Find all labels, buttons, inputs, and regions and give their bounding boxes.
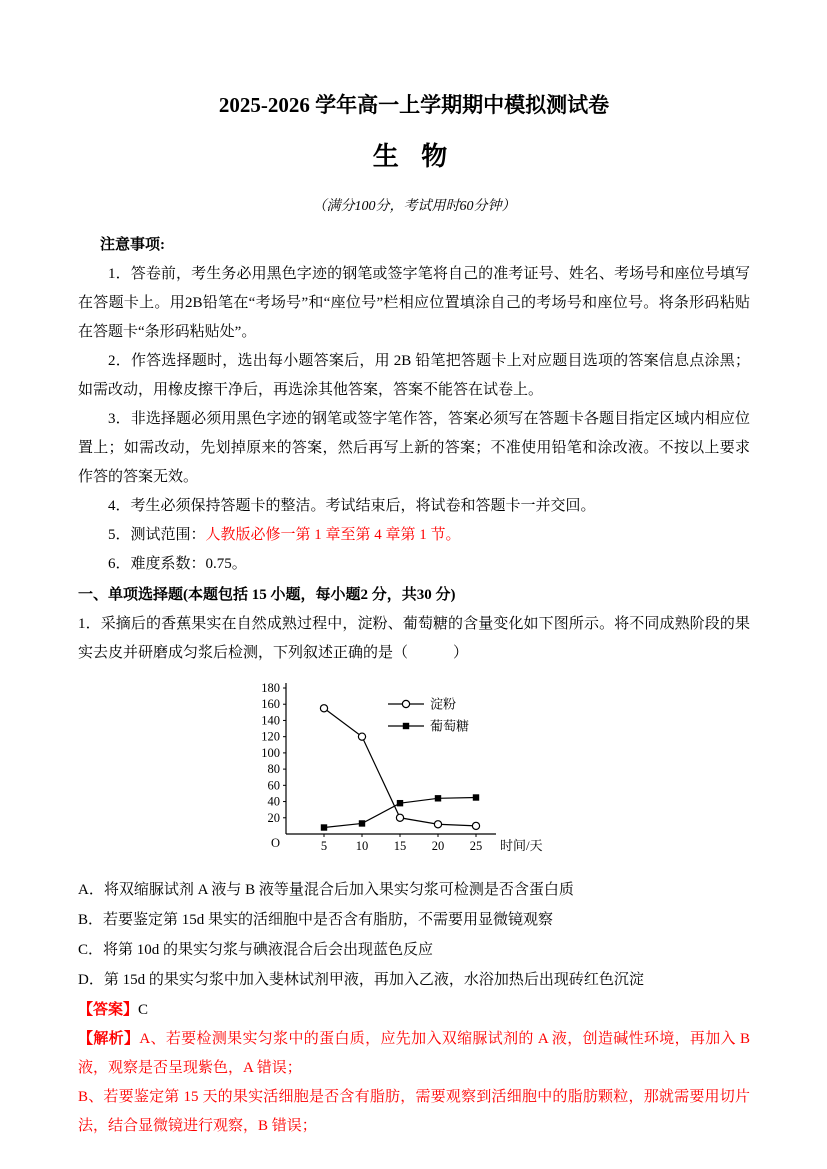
analysis-paragraph-2: B、若要鉴定第 15 天的果实活细胞是否含有脂肪，需要观察到活细胞中的脂肪颗粒，那就需要用切片法，结合显微镜进行观察，B 错误； xyxy=(78,1089,750,1134)
svg-text:20: 20 xyxy=(267,810,280,825)
svg-text:120: 120 xyxy=(260,729,280,744)
svg-text:100: 100 xyxy=(260,745,280,760)
analysis-block xyxy=(78,1025,750,1141)
answer-line xyxy=(78,995,750,1025)
notice-item-5 xyxy=(78,521,750,550)
svg-text:140: 140 xyxy=(260,713,280,728)
answer-value: C xyxy=(138,1002,149,1018)
option-D: D．第 15d 的果实匀浆中加入斐林试剂甲液，再加入乙液，水浴加热后出现砖红色沉淀 xyxy=(78,972,644,988)
svg-text:180: 180 xyxy=(260,681,280,695)
svg-text:25: 25 xyxy=(469,839,482,853)
svg-text:60: 60 xyxy=(267,778,280,793)
notice-item-6: 6．难度系数：0.75。 xyxy=(108,556,247,572)
question-1-stem: 1．采摘后的香蕉果实在自然成熟过程中，淀粉、葡萄糖的含量变化如下图所示。将不同成熟阶段的果实去皮并研磨成匀浆后检测，下列叙述正确的是（ ） xyxy=(78,616,750,661)
svg-text:20: 20 xyxy=(431,839,444,853)
doc-title: 2025-2026 学年高一上学期期中模拟测试卷 xyxy=(218,93,610,117)
notice-list xyxy=(78,260,750,579)
svg-text:15: 15 xyxy=(393,839,406,853)
notice-item-3: 3．非选择题必须用黑色字迹的钢笔或签字笔作答，答案必须写在答题卡各题目指定区域内相应位置上；如需改动，先划掉原来的答案，然后再写上新的答案；不准使用铅笔和涂改液。不按以上要求作答的答案无效。 xyxy=(78,411,750,485)
section-heading: 一、单项选择题(本题包括 15 小题，每小题2 分，共30 分) xyxy=(78,587,456,603)
svg-text:5: 5 xyxy=(320,839,327,853)
option-A: A．将双缩脲试剂 A 液与 B 液等量混合后加入果实匀浆可检测是否含蛋白质 xyxy=(78,882,574,898)
subject-title: 生 物 xyxy=(372,142,456,171)
svg-text:葡萄糖: 葡萄糖 xyxy=(429,718,469,734)
notice-item-1: 1．答卷前，考生务必用黑色字迹的钢笔或签字笔将自己的准考证号、姓名、考场号和座位号填写在答题卡上。用2B铅笔在“考场号”和“座位号”栏相应位置填涂自己的考场号和座位号。将条形码粘贴在答题卡“条形码粘贴处”。 xyxy=(78,266,750,340)
option-B: B．若要鉴定第 15d 果实的活细胞中是否含有脂肪，不需要用显微镜观察 xyxy=(78,912,554,928)
line-chart xyxy=(242,676,587,860)
notice-item-highlight: 人教版必修一第 1 章至第 4 章第 1 节。 xyxy=(205,527,461,543)
svg-text:淀粉: 淀粉 xyxy=(429,696,456,712)
svg-text:80: 80 xyxy=(267,762,280,777)
svg-text:160: 160 xyxy=(260,697,280,712)
analysis-label: 【解析】 xyxy=(78,1031,140,1047)
svg-text:10: 10 xyxy=(355,839,368,853)
notice-item-4: 4．考生必须保持答题卡的整洁。考试结束后，将试卷和答题卡一并交回。 xyxy=(108,498,596,514)
question-1-chart xyxy=(78,676,750,865)
analysis-paragraph-1: 【解析】A、若要检测果实匀浆中的蛋白质，应先加入双缩脲试剂的 A 液，创造碱性环境，再加入 B 液，观察是否呈现紫色，A 错误； xyxy=(78,1031,750,1076)
svg-text:时间/天: 时间/天 xyxy=(499,838,543,853)
option-C: C．将第 10d 的果实匀浆与碘液混合后会出现蓝色反应 xyxy=(78,942,434,958)
question-1-options xyxy=(78,875,750,995)
notice-heading: 注意事项: xyxy=(100,237,165,253)
notice-item-2: 2．作答选择题时，选出每小题答案后，用 2B 铅笔把答题卡上对应题目选项的答案信息点涂黑；如需改动，用橡皮擦干净后，再选涂其他答案，答案不能答在试卷上。 xyxy=(78,353,750,398)
svg-text:O: O xyxy=(270,836,280,850)
notice-item-prefix: 5．测试范围： xyxy=(108,527,206,543)
exam-info-line: （满分100分，考试用时60分钟） xyxy=(312,199,516,214)
answer-label: 【答案】 xyxy=(78,1002,139,1018)
svg-text:40: 40 xyxy=(267,794,280,809)
